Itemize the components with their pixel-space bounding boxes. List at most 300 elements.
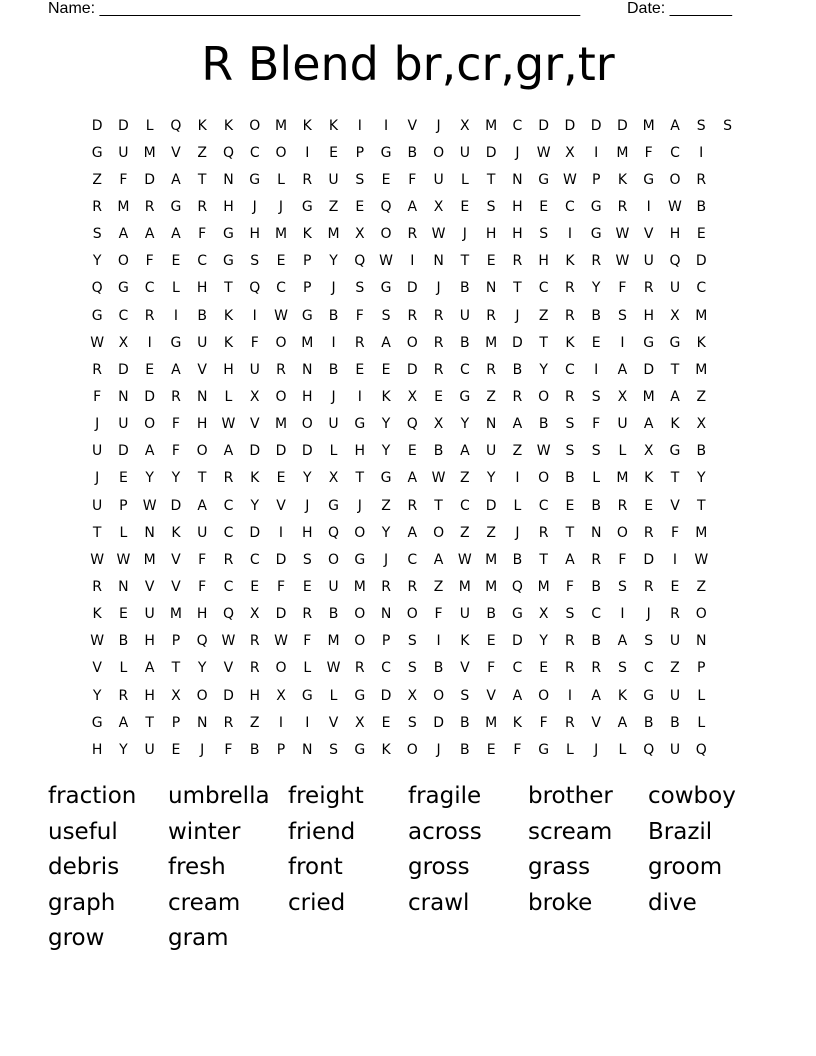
grid-letter[interactable]: X xyxy=(354,714,365,731)
grid-letter[interactable]: H xyxy=(301,524,313,541)
grid-letter[interactable]: N xyxy=(485,416,497,433)
grid-letter[interactable]: U xyxy=(118,144,129,161)
grid-letter[interactable]: U xyxy=(459,144,470,161)
grid-letter[interactable]: N xyxy=(302,741,313,758)
grid-letter[interactable]: D xyxy=(223,687,234,704)
grid-letter[interactable]: B xyxy=(460,741,470,758)
grid-letter[interactable]: I xyxy=(699,144,704,161)
grid-letter[interactable]: F xyxy=(276,578,286,595)
grid-letter[interactable]: J xyxy=(515,307,520,324)
grid-letter[interactable]: I xyxy=(357,388,362,405)
grid-letter[interactable]: B xyxy=(512,361,523,378)
grid-letter[interactable]: M xyxy=(301,334,314,351)
grid-letter[interactable]: V xyxy=(171,144,181,161)
grid-letter[interactable]: G xyxy=(170,198,182,215)
grid-letter[interactable]: S xyxy=(591,443,601,460)
grid-letter[interactable]: D xyxy=(144,171,156,188)
grid-letter[interactable]: R xyxy=(565,633,575,650)
grid-letter[interactable]: S xyxy=(355,171,365,188)
grid-letter[interactable]: P xyxy=(697,660,706,677)
grid-letter[interactable]: K xyxy=(512,714,522,731)
grid-letter[interactable]: R xyxy=(643,578,654,595)
grid-letter[interactable]: W xyxy=(90,551,105,568)
grid-letter[interactable]: O xyxy=(354,606,366,623)
grid-letter[interactable]: F xyxy=(592,416,601,433)
grid-letter[interactable]: D xyxy=(118,443,129,460)
grid-letter[interactable]: O xyxy=(144,416,156,433)
grid-letter[interactable]: R xyxy=(617,497,628,514)
grid-letter[interactable]: R xyxy=(617,198,628,215)
grid-letter[interactable]: Z xyxy=(92,171,102,188)
grid-letter[interactable]: Z xyxy=(512,443,523,460)
grid-letter[interactable]: F xyxy=(618,551,627,568)
grid-letter[interactable]: X xyxy=(328,470,339,487)
grid-letter[interactable]: C xyxy=(407,551,418,568)
grid-letter[interactable]: S xyxy=(539,226,549,243)
grid-letter[interactable]: Q xyxy=(511,578,523,595)
grid-letter[interactable]: U xyxy=(617,416,628,433)
grid-letter[interactable]: L xyxy=(119,524,128,541)
grid-letter[interactable]: M xyxy=(485,117,498,134)
grid-letter[interactable]: Q xyxy=(695,741,707,758)
grid-letter[interactable]: D xyxy=(485,497,497,514)
grid-letter[interactable]: O xyxy=(406,334,418,351)
grid-letter[interactable]: D xyxy=(275,606,287,623)
grid-letter[interactable]: D xyxy=(249,443,261,460)
grid-letter[interactable]: K xyxy=(460,633,470,650)
grid-letter[interactable]: R xyxy=(354,660,365,677)
grid-letter[interactable]: K xyxy=(197,117,207,134)
grid-letter[interactable]: I xyxy=(173,307,178,324)
grid-letter[interactable]: C xyxy=(249,551,260,568)
grid-letter[interactable]: I xyxy=(410,253,415,270)
grid-letter[interactable]: L xyxy=(618,741,627,758)
grid-letter[interactable]: H xyxy=(643,307,654,324)
grid-letter[interactable]: A xyxy=(407,198,418,215)
grid-letter[interactable]: S xyxy=(618,578,627,595)
grid-letter[interactable]: H xyxy=(538,253,549,270)
grid-letter[interactable]: X xyxy=(617,388,628,405)
grid-letter[interactable]: E xyxy=(460,198,470,215)
grid-letter[interactable]: I xyxy=(383,117,389,134)
grid-letter[interactable]: S xyxy=(591,388,601,405)
grid-letter[interactable]: T xyxy=(460,253,470,270)
grid-letter[interactable]: O xyxy=(433,687,445,704)
grid-letter[interactable]: S xyxy=(355,280,365,297)
grid-letter[interactable]: F xyxy=(171,416,180,433)
grid-letter[interactable]: I xyxy=(620,334,625,351)
grid-letter[interactable]: B xyxy=(565,470,575,487)
grid-letter[interactable]: R xyxy=(302,171,313,188)
grid-letter[interactable]: F xyxy=(670,524,679,541)
grid-letter[interactable]: U xyxy=(249,361,260,378)
grid-letter[interactable]: R xyxy=(565,660,575,677)
grid-letter[interactable]: O xyxy=(406,606,418,623)
grid-letter[interactable]: B xyxy=(591,633,601,650)
grid-letter[interactable]: Z xyxy=(433,578,444,595)
grid-letter[interactable]: U xyxy=(197,334,208,351)
grid-letter[interactable]: W xyxy=(274,633,288,650)
grid-letter[interactable]: K xyxy=(223,334,234,351)
grid-letter[interactable]: B xyxy=(328,361,339,378)
name-field[interactable]: Name: ______________________________________________________ xyxy=(48,0,581,17)
grid-letter[interactable]: V xyxy=(276,497,286,514)
grid-letter[interactable]: U xyxy=(197,524,208,541)
grid-letter[interactable]: M xyxy=(485,334,498,351)
grid-letter[interactable]: W xyxy=(431,226,446,243)
grid-letter[interactable]: B xyxy=(696,198,707,215)
grid-letter[interactable]: L xyxy=(119,660,128,677)
grid-letter[interactable]: M xyxy=(695,307,708,324)
grid-letter[interactable]: J xyxy=(646,606,651,623)
grid-letter[interactable]: U xyxy=(92,497,103,514)
grid-letter[interactable]: J xyxy=(436,741,441,758)
grid-letter[interactable]: D xyxy=(118,361,129,378)
grid-letter[interactable]: M xyxy=(485,714,498,731)
grid-letter[interactable]: U xyxy=(669,633,681,650)
grid-letter[interactable]: Y xyxy=(197,660,207,677)
grid-letter[interactable]: I xyxy=(147,334,152,351)
grid-letter[interactable]: F xyxy=(565,578,574,595)
grid-letter[interactable]: A xyxy=(565,551,575,568)
grid-letter[interactable]: R xyxy=(354,334,365,351)
grid-letter[interactable]: B xyxy=(460,280,470,297)
grid-letter[interactable]: X xyxy=(354,226,365,243)
grid-letter[interactable]: Z xyxy=(460,524,470,541)
grid-letter[interactable]: V xyxy=(328,714,339,731)
grid-letter[interactable]: S xyxy=(381,307,391,324)
grid-letter[interactable]: C xyxy=(144,280,155,297)
grid-letter[interactable]: Z xyxy=(460,470,470,487)
grid-letter[interactable]: U xyxy=(92,443,103,460)
grid-letter[interactable]: V xyxy=(643,226,654,243)
grid-letter[interactable]: A xyxy=(617,361,628,378)
grid-letter[interactable]: C xyxy=(565,361,575,378)
grid-letter[interactable]: A xyxy=(617,633,628,650)
grid-letter[interactable]: Z xyxy=(486,524,496,541)
grid-letter[interactable]: E xyxy=(407,443,417,460)
grid-letter[interactable]: N xyxy=(196,388,208,405)
grid-letter[interactable]: G xyxy=(91,144,103,161)
grid-letter[interactable]: C xyxy=(118,307,129,324)
grid-letter[interactable]: Y xyxy=(696,470,706,487)
grid-letter[interactable]: R xyxy=(92,361,102,378)
grid-letter[interactable]: X xyxy=(460,117,470,134)
grid-letter[interactable]: L xyxy=(224,388,233,405)
grid-letter[interactable]: W xyxy=(668,198,682,215)
grid-letter[interactable]: E xyxy=(250,578,260,595)
grid-letter[interactable]: Y xyxy=(539,633,548,650)
grid-letter[interactable]: O xyxy=(275,144,287,161)
grid-letter[interactable]: Y xyxy=(381,416,391,433)
grid-letter[interactable]: I xyxy=(672,551,678,568)
grid-letter[interactable]: C xyxy=(223,524,234,541)
grid-letter[interactable]: R xyxy=(171,388,181,405)
grid-letter[interactable]: R xyxy=(433,307,444,324)
grid-letter[interactable]: C xyxy=(223,578,234,595)
grid-letter[interactable]: D xyxy=(144,388,156,405)
grid-letter[interactable]: K xyxy=(302,117,312,134)
grid-letter[interactable]: V xyxy=(670,497,680,514)
grid-letter[interactable]: G xyxy=(590,226,602,243)
grid-letter[interactable]: Z xyxy=(538,307,549,324)
grid-letter[interactable]: Z xyxy=(696,388,707,405)
grid-letter[interactable]: D xyxy=(170,497,182,514)
grid-letter[interactable]: X xyxy=(276,687,286,704)
grid-letter[interactable]: H xyxy=(196,280,208,297)
grid-letter[interactable]: H xyxy=(144,687,155,704)
grid-letter[interactable]: H xyxy=(144,633,155,650)
grid-letter[interactable]: P xyxy=(355,144,365,161)
grid-letter[interactable]: R xyxy=(433,361,444,378)
grid-letter[interactable]: R xyxy=(407,497,418,514)
grid-letter[interactable]: O xyxy=(538,687,550,704)
grid-letter[interactable]: A xyxy=(171,171,181,188)
grid-letter[interactable]: E xyxy=(276,470,286,487)
grid-letter[interactable]: T xyxy=(565,524,575,541)
grid-letter[interactable]: K xyxy=(381,388,391,405)
grid-letter[interactable]: A xyxy=(407,524,418,541)
grid-letter[interactable]: X xyxy=(433,198,444,215)
grid-letter[interactable]: T xyxy=(224,280,233,297)
grid-letter[interactable]: F xyxy=(618,280,627,297)
grid-letter[interactable]: E xyxy=(276,253,286,270)
grid-letter[interactable]: N xyxy=(118,388,129,405)
grid-letter[interactable]: R xyxy=(302,606,313,623)
grid-letter[interactable]: A xyxy=(197,497,207,514)
grid-letter[interactable]: A xyxy=(144,660,155,677)
grid-letter[interactable]: J xyxy=(383,551,389,568)
grid-letter[interactable]: D xyxy=(406,280,418,297)
grid-letter[interactable]: V xyxy=(171,578,181,595)
grid-letter[interactable]: K xyxy=(617,687,628,704)
grid-letter[interactable]: R xyxy=(670,606,680,623)
grid-letter[interactable]: F xyxy=(408,171,417,188)
grid-letter[interactable]: B xyxy=(433,660,444,677)
grid-letter[interactable]: K xyxy=(565,334,575,351)
grid-letter[interactable]: T xyxy=(513,280,522,297)
grid-letter[interactable]: B xyxy=(591,307,601,324)
grid-letter[interactable]: U xyxy=(485,443,497,460)
grid-letter[interactable]: T xyxy=(197,470,207,487)
grid-letter[interactable]: D xyxy=(91,117,103,134)
grid-letter[interactable]: O xyxy=(117,253,129,270)
grid-letter[interactable]: W xyxy=(90,633,105,650)
grid-letter[interactable]: U xyxy=(669,741,681,758)
grid-letter[interactable]: V xyxy=(144,578,155,595)
grid-letter[interactable]: W xyxy=(615,226,630,243)
grid-letter[interactable]: H xyxy=(669,226,681,243)
grid-letter[interactable]: G xyxy=(328,497,339,514)
grid-letter[interactable]: E xyxy=(565,497,575,514)
grid-letter[interactable]: I xyxy=(252,307,257,324)
grid-letter[interactable]: I xyxy=(436,633,441,650)
grid-letter[interactable]: L xyxy=(329,687,338,704)
grid-letter[interactable]: W xyxy=(457,551,472,568)
grid-letter[interactable]: O xyxy=(196,443,208,460)
grid-letter[interactable]: F xyxy=(644,144,653,161)
grid-letter[interactable]: F xyxy=(250,334,259,351)
grid-letter[interactable]: I xyxy=(305,144,310,161)
grid-letter[interactable]: N xyxy=(196,714,208,731)
grid-letter[interactable]: R xyxy=(276,361,286,378)
grid-letter[interactable]: R xyxy=(144,307,155,324)
grid-letter[interactable]: G xyxy=(249,171,261,188)
grid-letter[interactable]: L xyxy=(592,470,601,487)
grid-letter[interactable]: O xyxy=(354,633,366,650)
grid-letter[interactable]: M xyxy=(537,578,550,595)
grid-letter[interactable]: M xyxy=(485,551,498,568)
grid-letter[interactable]: M xyxy=(485,578,498,595)
grid-letter[interactable]: E xyxy=(118,470,128,487)
grid-letter[interactable]: R xyxy=(512,388,523,405)
grid-letter[interactable]: J xyxy=(200,741,205,758)
grid-letter[interactable]: M xyxy=(642,388,655,405)
grid-letter[interactable]: M xyxy=(143,551,156,568)
grid-letter[interactable]: Z xyxy=(328,198,339,215)
grid-letter[interactable]: S xyxy=(565,443,575,460)
grid-letter[interactable]: J xyxy=(436,280,441,297)
grid-letter[interactable]: C xyxy=(459,361,470,378)
grid-letter[interactable]: F xyxy=(145,253,154,270)
grid-letter[interactable]: G xyxy=(380,470,392,487)
grid-letter[interactable]: V xyxy=(223,660,234,677)
grid-letter[interactable]: Q xyxy=(354,253,366,270)
grid-letter[interactable]: O xyxy=(354,524,366,541)
grid-letter[interactable]: G xyxy=(643,687,655,704)
grid-letter[interactable]: K xyxy=(223,307,234,324)
grid-letter[interactable]: E xyxy=(486,253,496,270)
grid-letter[interactable]: U xyxy=(144,741,155,758)
grid-letter[interactable]: M xyxy=(274,226,288,243)
grid-letter[interactable]: O xyxy=(275,334,287,351)
grid-letter[interactable]: R xyxy=(591,253,602,270)
grid-letter[interactable]: S xyxy=(460,687,470,704)
grid-letter[interactable]: B xyxy=(643,714,654,731)
grid-letter[interactable]: R xyxy=(223,714,234,731)
grid-letter[interactable]: M xyxy=(274,117,288,134)
grid-letter[interactable]: K xyxy=(617,171,628,188)
grid-letter[interactable]: W xyxy=(536,443,551,460)
letter-grid[interactable] xyxy=(84,112,741,763)
grid-letter[interactable]: C xyxy=(670,144,680,161)
grid-letter[interactable]: A xyxy=(617,714,628,731)
grid-letter[interactable]: I xyxy=(331,334,336,351)
grid-letter[interactable]: H xyxy=(512,226,523,243)
grid-letter[interactable]: X xyxy=(249,388,260,405)
grid-letter[interactable]: R xyxy=(407,226,418,243)
grid-letter[interactable]: C xyxy=(538,280,549,297)
grid-letter[interactable]: J xyxy=(515,524,520,541)
grid-letter[interactable]: M xyxy=(169,606,182,623)
grid-letter[interactable]: D xyxy=(406,361,418,378)
grid-letter[interactable]: R xyxy=(486,307,496,324)
grid-letter[interactable]: S xyxy=(565,416,575,433)
grid-letter[interactable]: A xyxy=(591,687,601,704)
grid-letter[interactable]: N xyxy=(302,361,313,378)
grid-letter[interactable]: S xyxy=(329,741,338,758)
grid-letter[interactable]: E xyxy=(644,497,654,514)
grid-letter[interactable]: C xyxy=(276,280,286,297)
grid-letter[interactable]: E xyxy=(355,198,365,215)
grid-letter[interactable]: X xyxy=(407,687,418,704)
grid-letter[interactable]: A xyxy=(144,226,155,243)
grid-letter[interactable]: G xyxy=(117,280,129,297)
grid-letter[interactable]: R xyxy=(591,660,602,677)
grid-letter[interactable]: H xyxy=(223,361,234,378)
grid-letter[interactable]: L xyxy=(566,741,574,758)
grid-letter[interactable]: F xyxy=(434,606,443,623)
grid-letter[interactable]: U xyxy=(118,416,129,433)
grid-letter[interactable]: Y xyxy=(591,280,601,297)
grid-letter[interactable]: M xyxy=(327,633,340,650)
grid-letter[interactable]: U xyxy=(328,578,339,595)
grid-letter[interactable]: G xyxy=(223,253,234,270)
grid-letter[interactable]: I xyxy=(305,714,310,731)
grid-letter[interactable]: Y xyxy=(250,497,259,514)
grid-letter[interactable]: P xyxy=(276,741,286,758)
grid-letter[interactable]: R xyxy=(591,551,602,568)
grid-letter[interactable]: S xyxy=(565,606,575,623)
grid-letter[interactable]: G xyxy=(538,171,550,188)
grid-letter[interactable]: G xyxy=(301,198,313,215)
grid-letter[interactable]: Q xyxy=(669,253,681,270)
grid-letter[interactable]: Z xyxy=(486,388,496,405)
grid-letter[interactable]: Y xyxy=(460,416,470,433)
grid-letter[interactable]: J xyxy=(515,144,520,161)
grid-letter[interactable]: F xyxy=(224,741,233,758)
grid-letter[interactable]: H xyxy=(196,416,208,433)
grid-letter[interactable]: E xyxy=(591,334,601,351)
grid-letter[interactable]: O xyxy=(616,524,628,541)
grid-letter[interactable]: W xyxy=(562,171,577,188)
grid-letter[interactable]: W xyxy=(431,470,446,487)
grid-letter[interactable]: U xyxy=(669,687,681,704)
grid-letter[interactable]: X xyxy=(643,443,654,460)
grid-letter[interactable]: D xyxy=(249,524,261,541)
grid-letter[interactable]: Q xyxy=(91,280,103,297)
grid-letter[interactable]: A xyxy=(643,416,654,433)
grid-letter[interactable]: H xyxy=(249,226,260,243)
grid-letter[interactable]: S xyxy=(696,117,706,134)
grid-letter[interactable]: G xyxy=(170,334,182,351)
grid-letter[interactable]: Q xyxy=(196,633,208,650)
grid-letter[interactable]: F xyxy=(355,307,364,324)
grid-letter[interactable]: E xyxy=(486,633,496,650)
grid-letter[interactable]: I xyxy=(620,606,625,623)
grid-letter[interactable]: U xyxy=(459,606,470,623)
grid-letter[interactable]: F xyxy=(303,633,312,650)
grid-letter[interactable]: O xyxy=(433,144,445,161)
grid-letter[interactable]: G xyxy=(380,144,392,161)
grid-letter[interactable]: X xyxy=(249,606,260,623)
grid-letter[interactable]: S xyxy=(407,714,417,731)
grid-letter[interactable]: I xyxy=(515,470,520,487)
grid-letter[interactable]: L xyxy=(460,171,469,188)
grid-letter[interactable]: E xyxy=(171,253,181,270)
grid-letter[interactable]: S xyxy=(407,633,417,650)
grid-letter[interactable]: E xyxy=(381,171,391,188)
grid-letter[interactable]: T xyxy=(434,497,443,514)
grid-letter[interactable]: X xyxy=(407,388,418,405)
grid-letter[interactable]: O xyxy=(328,551,340,568)
grid-letter[interactable]: L xyxy=(513,497,522,514)
grid-letter[interactable]: G xyxy=(354,741,366,758)
grid-letter[interactable]: D xyxy=(275,551,287,568)
grid-letter[interactable]: L xyxy=(145,117,154,134)
grid-letter[interactable]: X xyxy=(670,307,680,324)
grid-letter[interactable]: S xyxy=(486,198,496,215)
